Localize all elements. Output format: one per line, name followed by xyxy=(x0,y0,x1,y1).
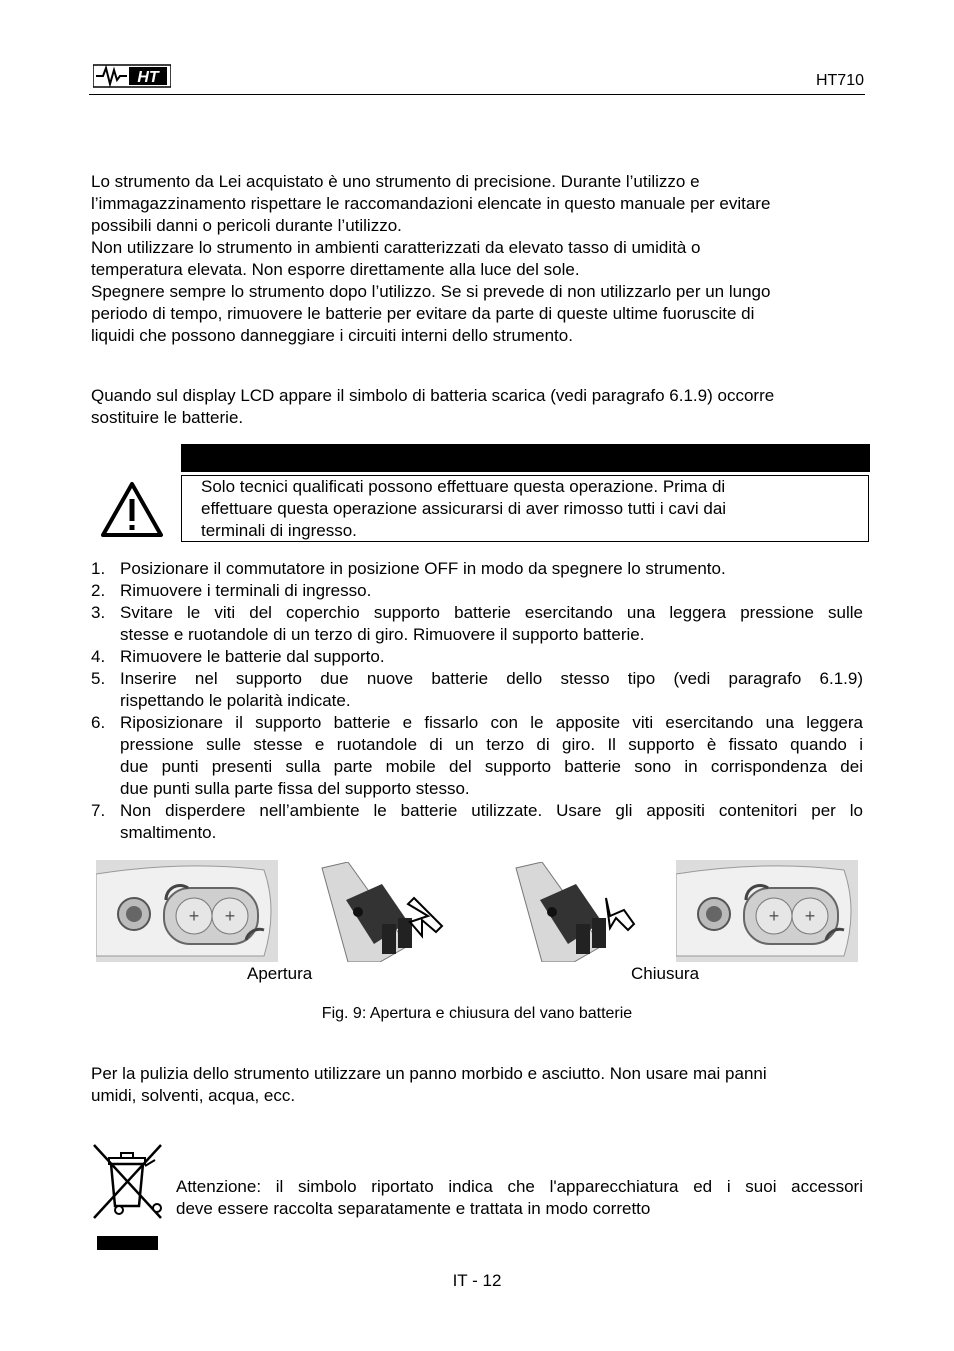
battery-holder-insertion-photo xyxy=(512,862,640,962)
disposal-line: Attenzione: il simbolo riportato indica che l'apparecchiatura ed i suoi accessori xyxy=(176,1177,863,1196)
care-line: periodo di tempo, rimuovere le batterie per evitare da parte di queste ultime fuoruscite di xyxy=(91,304,755,323)
list-item xyxy=(91,646,863,668)
step-line: smaltimento. xyxy=(120,823,217,842)
warning-line: effettuare questa operazione assicurarsi di aver rimosso tutti i cavi dai xyxy=(201,499,727,518)
battery-holder-removal-photo xyxy=(318,862,446,962)
battery-cover-closed-photo xyxy=(676,860,858,962)
step-number: 6. xyxy=(91,713,106,732)
care-line: liquidi che possono danneggiare i circuiti interni dello strumento. xyxy=(91,326,573,345)
battery-line: sostituire le batterie. xyxy=(91,408,244,427)
cleaning-line: Per la pulizia dello strumento utilizzare un panno morbido e asciutto. Non usare mai panni xyxy=(91,1064,767,1083)
procedure-steps xyxy=(91,558,863,844)
step-line: rispettando le polarità indicate. xyxy=(120,691,351,710)
warning-line: terminali di ingresso. xyxy=(201,521,357,540)
cleaning-paragraph xyxy=(91,1063,863,1107)
step-line: Inserire nel supporto due nuove batterie dello stesso tipo (vedi paragrafo 6.1.9) xyxy=(120,669,863,688)
caption-open: Apertura xyxy=(247,964,313,983)
warning-text xyxy=(201,476,851,542)
step-line: Posizionare il commutatore in posizione OFF in modo da spegnere lo strumento. xyxy=(120,559,726,578)
disposal-text xyxy=(176,1176,863,1220)
care-line: Spegnere sempre lo strumento dopo l’utilizzo. Se si prevede di non utilizzarlo per un lungo xyxy=(91,282,771,301)
battery-cover-open-photo xyxy=(96,860,278,962)
step-number: 7. xyxy=(91,801,106,820)
caption-close: Chiusura xyxy=(631,964,700,983)
list-item xyxy=(91,580,863,602)
list-item xyxy=(91,800,863,844)
step-line: Non disperdere nell’ambiente le batterie utilizzate. Usare gli appositi contenitori per lo xyxy=(120,801,863,820)
care-line: Lo strumento da Lei acquistato è uno strumento di precisione. Durante l’utilizzo e xyxy=(91,172,700,191)
crossed-bin-icon xyxy=(91,1142,165,1222)
svg-text:+: + xyxy=(188,906,200,926)
step-line: due punti presenti sulla parte mobile del supporto batterie sono in corrispondenza dei xyxy=(120,757,863,776)
list-item xyxy=(91,668,863,712)
step-line: due punti sulla parte fissa del supporto stesso. xyxy=(120,779,470,798)
step-number: 3. xyxy=(91,603,106,622)
step-line: Rimuovere i terminali di ingresso. xyxy=(120,581,372,600)
step-number: 1. xyxy=(91,559,106,578)
list-item xyxy=(91,712,863,800)
warning-header-bar xyxy=(181,444,870,472)
warning-triangle-icon xyxy=(100,481,164,539)
care-line: l’immagazzinamento rispettare le raccomandazioni elencate in questo manuale per evitare xyxy=(91,194,771,213)
step-line: Svitare le viti del coperchio supporto batterie esercitando una leggera pressione sulle xyxy=(120,603,863,622)
figure-caption: Fig. 9: Apertura e chiusura del vano batterie xyxy=(321,1005,633,1022)
disposal-line: deve essere raccolta separatamente e trattata in modo corretto xyxy=(176,1199,651,1218)
care-line: possibili danni o pericoli durante l’utilizzo. xyxy=(91,216,402,235)
battery-paragraph xyxy=(91,385,863,429)
step-number: 5. xyxy=(91,669,106,688)
step-line: stesse e ruotandole di un terzo di giro. Rimuovere il supporto batterie. xyxy=(120,625,645,644)
care-line: Non utilizzare lo strumento in ambienti caratterizzati da elevato tasso di umidità o xyxy=(91,238,701,257)
cleaning-line: umidi, solventi, acqua, ecc. xyxy=(91,1086,296,1105)
list-item xyxy=(91,558,863,580)
page-number: IT - 12 xyxy=(452,1271,502,1290)
ht-logo xyxy=(93,64,171,88)
svg-text:+: + xyxy=(768,906,780,926)
list-item xyxy=(91,602,863,646)
warning-line: Solo tecnici qualificati possono effettuare questa operazione. Prima di xyxy=(201,477,726,496)
care-line: temperatura elevata. Non esporre direttamente alla luce del sole. xyxy=(91,260,580,279)
step-number: 2. xyxy=(91,581,106,600)
svg-text:+: + xyxy=(804,906,816,926)
step-line: pressione sulle stesse e ruotandole di un terzo di giro. Il supporto è fissato quando i xyxy=(120,735,863,754)
svg-text:+: + xyxy=(224,906,236,926)
step-line: Rimuovere le batterie dal supporto. xyxy=(120,647,385,666)
step-number: 4. xyxy=(91,647,106,666)
header-divider xyxy=(89,94,865,95)
step-line: Riposizionare il supporto batterie e fissarlo con le apposite viti esercitando una leggera xyxy=(120,713,863,732)
weee-marking-bar xyxy=(97,1236,158,1250)
logo-text: HT xyxy=(137,69,159,86)
battery-line: Quando sul display LCD appare il simbolo di batteria scarica (vedi paragrafo 6.1.9) occorre xyxy=(91,386,775,405)
model-name: HT710 xyxy=(815,72,864,89)
care-paragraph xyxy=(91,171,863,347)
